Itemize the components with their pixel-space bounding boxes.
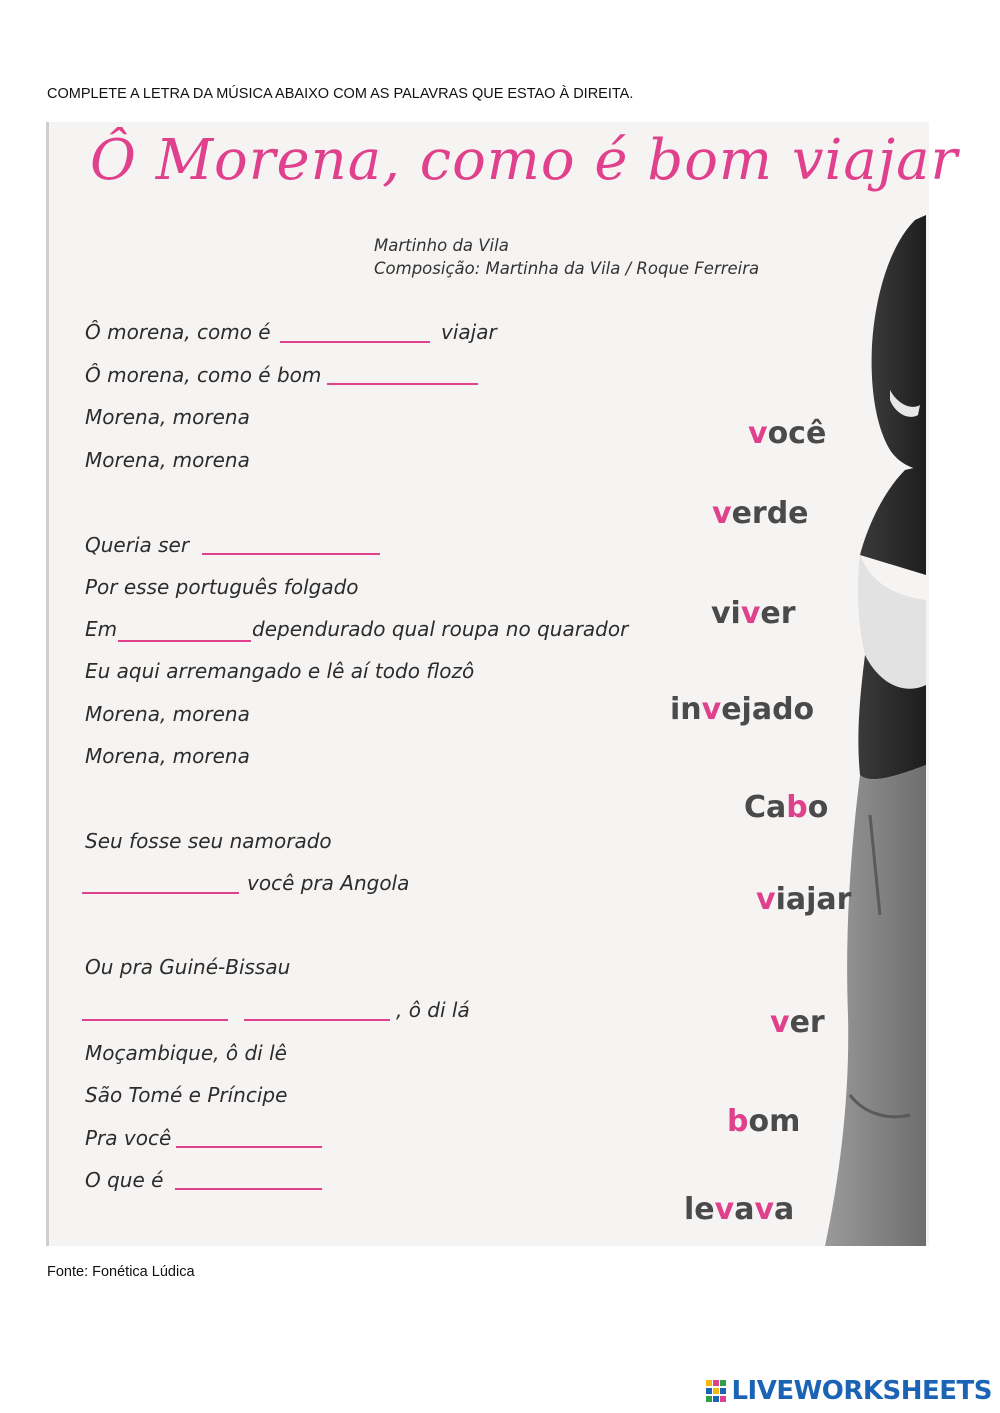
lyric-line: Ô morena, como é <box>85 320 271 344</box>
lyric-line: Morena, morena <box>85 405 250 429</box>
answer-blank[interactable] <box>176 1146 322 1148</box>
song-composition: Composição: Martinha da Vila / Roque Ferreira <box>374 259 760 278</box>
lyric-line: você pra Angola <box>247 871 410 895</box>
song-title: Ô Morena, como é bom viajar <box>90 128 959 193</box>
liveworksheets-icon <box>705 1378 727 1404</box>
lyric-line: Eu aqui arremangado e lê aí todo flozô <box>85 659 475 683</box>
source-credit: Fonte: Fonética Lúdica <box>47 1264 195 1280</box>
word-bank-item[interactable]: invejado <box>670 692 815 727</box>
word-bank-item[interactable]: verde <box>712 496 809 531</box>
lyric-line: Por esse português folgado <box>85 575 359 599</box>
lyric-line: Moçambique, ô di lê <box>85 1041 287 1065</box>
brand-name: LIVEWORKSHEETS <box>731 1376 992 1406</box>
lyric-line: Seu fosse seu namorado <box>85 829 332 853</box>
lyric-line: Morena, morena <box>85 702 250 726</box>
lyric-line: O que é <box>85 1168 164 1192</box>
word-bank-item[interactable]: você <box>748 416 827 451</box>
instruction-text: COMPLETE A LETRA DA MÚSICA ABAIXO COM AS PALAVRAS QUE ESTAO À DIREITA. <box>47 86 634 102</box>
word-bank-item[interactable]: bom <box>727 1104 801 1139</box>
lyric-line: dependurado qual roupa no quarador <box>252 617 629 641</box>
word-bank-item[interactable]: ver <box>770 1005 825 1040</box>
worksheet-page <box>46 122 929 1246</box>
answer-blank[interactable] <box>327 383 478 385</box>
lyric-line: Morena, morena <box>85 448 250 472</box>
lyric-line: São Tomé e Príncipe <box>85 1083 288 1107</box>
lyric-line: Queria ser <box>85 533 190 557</box>
answer-blank[interactable] <box>280 341 430 343</box>
lyric-line: Em <box>85 617 118 641</box>
answer-blank[interactable] <box>175 1188 322 1190</box>
word-bank-item[interactable]: viajar <box>756 882 852 917</box>
answer-blank[interactable] <box>82 892 239 894</box>
word-bank-item[interactable]: Cabo <box>744 790 829 825</box>
word-bank-item[interactable]: levava <box>684 1192 795 1227</box>
answer-blank[interactable] <box>118 640 251 642</box>
answer-blank[interactable] <box>244 1019 390 1021</box>
lyric-line: Morena, morena <box>85 744 250 768</box>
song-artist: Martinho da Vila <box>374 236 509 255</box>
answer-blank[interactable] <box>82 1019 228 1021</box>
liveworksheets-logo[interactable] <box>705 1376 992 1406</box>
lyric-line: Ô morena, como é bom <box>85 363 322 387</box>
singer-photo <box>820 215 926 1246</box>
word-bank-item[interactable]: viver <box>711 596 796 631</box>
lyric-line: viajar <box>441 320 497 344</box>
lyric-line: Ou pra Guiné-Bissau <box>85 955 291 979</box>
lyric-line: Pra você <box>85 1126 172 1150</box>
answer-blank[interactable] <box>202 553 380 555</box>
lyric-line: , ô di lá <box>396 998 470 1022</box>
